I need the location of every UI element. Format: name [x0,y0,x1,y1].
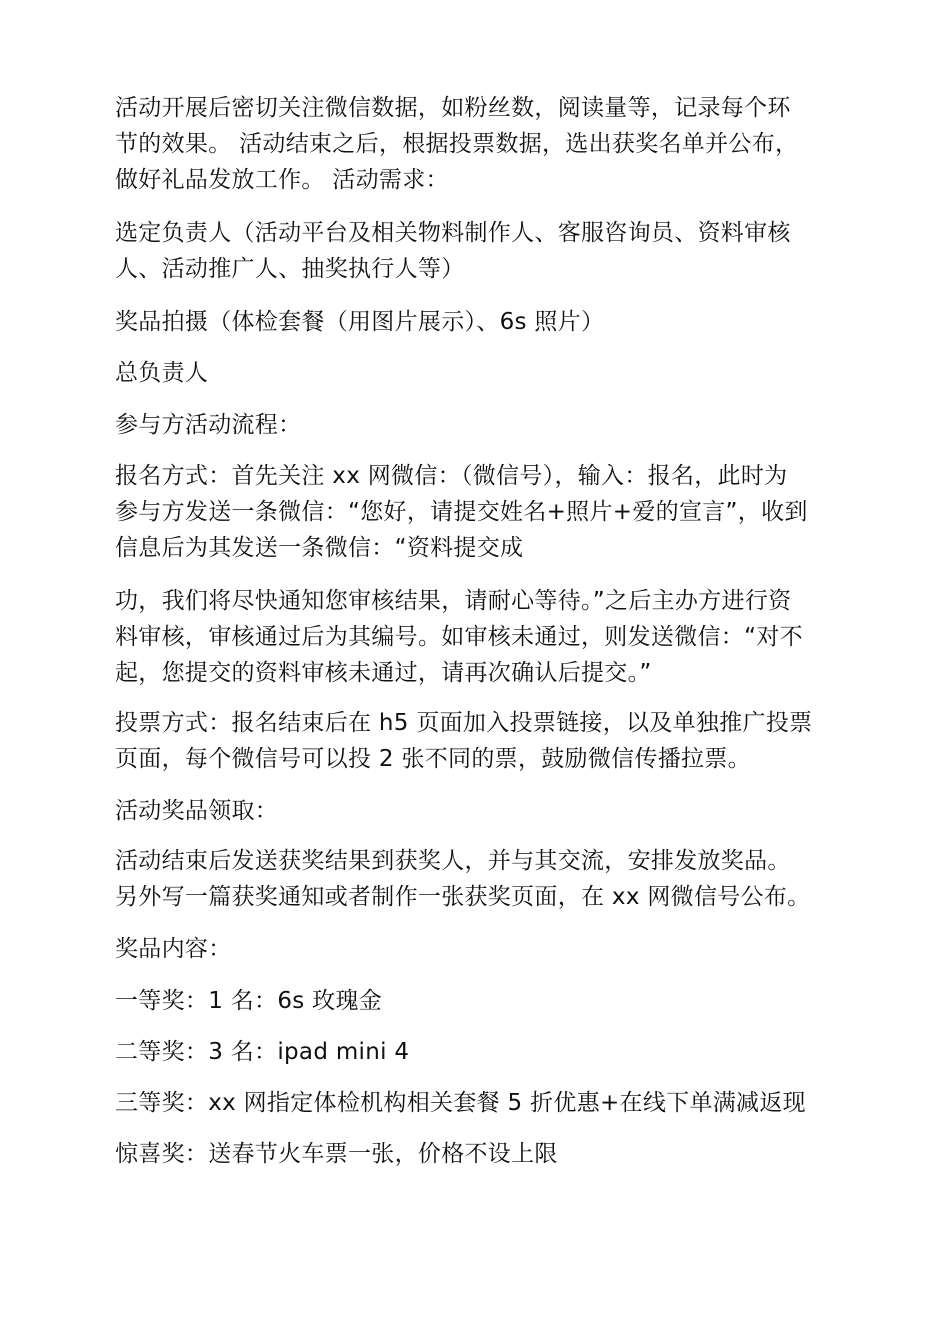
text-line: 页面，每个微信号可以投 2 张不同的票，鼓励微信传播拉票。 [115,746,751,772]
text-line: 奖品内容： [115,936,232,962]
text-line: 一等奖：1 名：6s 玫瑰金 [115,988,383,1014]
text-line: 节的效果。 活动结束之后，根据投票数据，选出获奖名单并公布， [115,131,799,157]
text-line: 做好礼品发放工作。 活动需求： [115,167,449,193]
text-line: 另外写一篇获奖通知或者制作一张获奖页面，在 xx 网微信号公布。 [115,884,811,910]
paragraph-signup-method [115,458,845,566]
text-line: 奖品拍摄（体检套餐（用图片展示）、6s 照片） [115,309,605,335]
text-line: 选定负责人（活动平台及相关物料制作人、客服咨询员、资料审核 [115,220,791,246]
paragraph-prize-content [115,931,845,967]
text-line: 三等奖：xx 网指定体检机构相关套餐 5 折优惠+在线下单满减返现 [115,1090,806,1116]
text-line: 总负责人 [115,360,209,386]
paragraph-prize-claim [115,793,845,829]
paragraph-voting-method [115,705,845,777]
paragraph-monitoring [115,90,845,198]
paragraph-prize-delivery [115,843,845,915]
paragraph-general-owner [115,355,845,391]
text-line: 信息后为其发送一条微信：“资料提交成 [115,535,524,561]
text-line: 二等奖：3 名：ipad mini 4 [115,1039,410,1065]
paragraph-second-prize [115,1034,845,1070]
text-line: 活动开展后密切关注微信数据，如粉丝数，阅读量等，记录每个环 [115,95,791,121]
text-line: 参与方发送一条微信：“您好，请提交姓名+照片+爱的宣言”，收到 [115,499,808,525]
text-line: 起，您提交的资料审核未通过，请再次确认后提交。” [115,660,652,686]
text-line: 报名方式：首先关注 xx 网微信：（微信号），输入：报名，此时为 [115,463,788,489]
text-line: 投票方式：报名结束后在 h5 页面加入投票链接，以及单独推广投票 [115,710,813,736]
paragraph-participant-flow [115,407,845,443]
paragraph-third-prize [115,1085,845,1121]
text-line: 活动结束后发送获奖结果到获奖人，并与其交流，安排发放奖品。 [115,848,791,874]
paragraph-surprise-prize [115,1136,845,1172]
text-line: 功，我们将尽快通知您审核结果，请耐心等待。”之后主办方进行资 [115,588,792,614]
paragraph-select-owner [115,215,845,287]
paragraph-review [115,583,845,691]
text-line: 料审核，审核通过后为其编号。如审核未通过，则发送微信：“对不 [115,624,803,650]
text-line: 参与方活动流程： [115,412,302,438]
text-line: 人、活动推广人、抽奖执行人等） [115,256,465,282]
text-line: 活动奖品领取： [115,798,279,824]
paragraph-first-prize [115,983,845,1019]
text-line: 惊喜奖：送春节火车票一张，价格不设上限 [115,1141,558,1167]
paragraph-prize-photo [115,304,845,340]
